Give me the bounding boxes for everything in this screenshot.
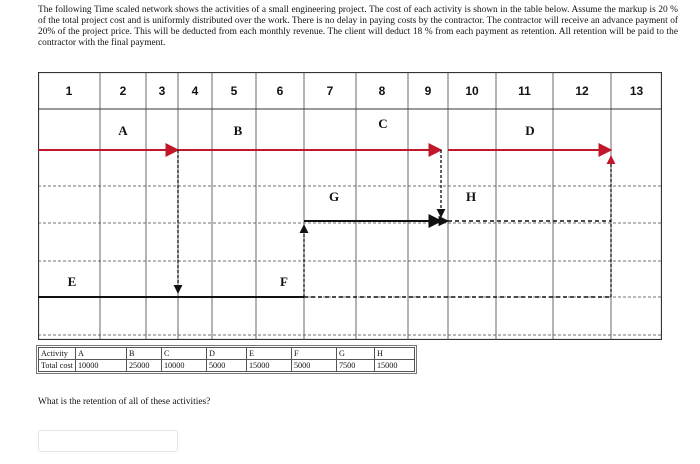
- cost-cell: 15000: [246, 360, 291, 372]
- activity-label: C: [378, 116, 388, 131]
- cost-table-activity-row: [39, 348, 415, 360]
- cost-cell: 5000: [206, 360, 246, 372]
- cost-table: [38, 347, 415, 372]
- activity-label: G: [328, 189, 340, 204]
- time-unit-label: 8: [378, 84, 386, 98]
- activity-cell: C: [161, 348, 206, 360]
- activity-cell: A: [75, 348, 126, 360]
- cost-table-cost-row: [39, 360, 415, 372]
- activity-cell: G: [336, 348, 374, 360]
- time-scaled-network: [38, 72, 662, 340]
- problem-statement: The following Time scaled network shows the activities of a small engineering project. The cost of each activity is shown in the table below. Assume the markup is 20 % of the total project cost and is uniformly distributed over the work. There is no delay in paying costs by the contractor. The contractor will receive an advance payment of 20% of the project price. This will be deducted from each monthly revenue. The client will deduct 18 % from each payment as retention. All retention will be paid to the contractor with the final payment.: [38, 5, 678, 48]
- time-unit-label: 11: [518, 84, 531, 98]
- time-unit-label: 10: [465, 84, 479, 98]
- activity-label: H: [465, 189, 477, 204]
- activity-label: B: [233, 123, 243, 138]
- time-unit-label: 13: [629, 84, 644, 98]
- time-unit-label: 12: [575, 84, 589, 98]
- row-label-total-cost: Total cost: [39, 360, 76, 372]
- time-unit-label: 7: [326, 84, 334, 98]
- time-unit-label: 3: [158, 84, 166, 98]
- network-diagram: [38, 72, 662, 340]
- cost-cell: 7500: [336, 360, 374, 372]
- answer-input[interactable]: [38, 430, 178, 452]
- activity-label: D: [525, 123, 535, 138]
- time-unit-label: 6: [276, 84, 284, 98]
- activity-cell: F: [291, 348, 336, 360]
- activity-label: F: [280, 274, 288, 289]
- activity-cell: B: [126, 348, 161, 360]
- cost-cell: 25000: [126, 360, 161, 372]
- time-unit-label: 5: [230, 84, 238, 98]
- cost-cell: 5000: [291, 360, 336, 372]
- activity-cell: H: [374, 348, 414, 360]
- row-label-activity: Activity: [39, 348, 76, 360]
- question-text: What is the retention of all of these activities?: [38, 397, 211, 407]
- time-unit-label: 2: [119, 84, 127, 98]
- cost-cell: 15000: [374, 360, 414, 372]
- time-unit-label: 4: [191, 84, 199, 98]
- activity-cell: D: [206, 348, 246, 360]
- grid-border: [39, 73, 662, 340]
- cost-cell: 10000: [75, 360, 126, 372]
- time-unit-label: 1: [65, 84, 73, 98]
- cost-cell: 10000: [161, 360, 206, 372]
- time-unit-label: 9: [424, 84, 432, 98]
- activity-label: A: [118, 123, 128, 138]
- activity-cell: E: [246, 348, 291, 360]
- activity-label: E: [67, 274, 77, 289]
